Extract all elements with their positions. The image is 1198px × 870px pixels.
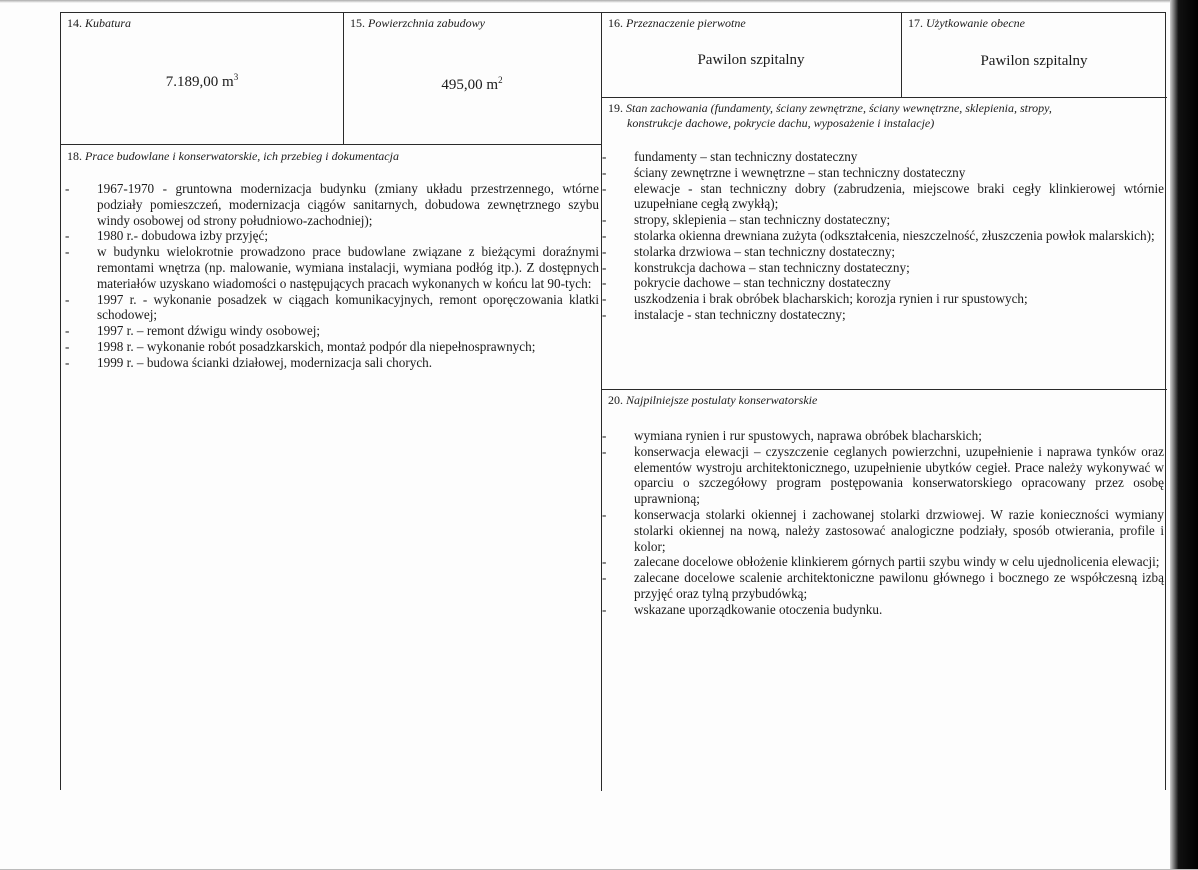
bullet-dash: -: [65, 291, 70, 307]
postulate-item: [602, 554, 1164, 570]
field-19-label: 19. Stan zachowania (fundamenty, ściany zewnętrzne, ściany wewnętrzne, sklepienia, stropy,: [608, 101, 1052, 115]
scan-right-edge: [1170, 0, 1198, 870]
works-item: [65, 291, 599, 324]
postulate-item: [602, 428, 1164, 444]
bullet-dash: -: [65, 228, 70, 244]
bullet-dash: -: [602, 212, 607, 228]
bullet-dash: -: [602, 275, 607, 291]
bullet-dash: -: [602, 570, 607, 586]
postulate-item: [602, 506, 1164, 554]
bullet-dash: -: [602, 227, 607, 243]
condition-item-text: stolarka drzwiowa – stan techniczny dostateczny;: [634, 243, 896, 259]
field-17-label: 17. Użytkowanie obecne: [908, 16, 1025, 30]
works-item: [65, 244, 599, 291]
condition-item: [602, 275, 1164, 291]
bullet-dash: -: [602, 443, 607, 459]
works-item: [65, 354, 599, 371]
works-item-text: 1967-1970 - gruntowna modernizacja budynku (zmiany układu przestrzennego, wtórne podziały pomieszczeń, modernizacja ciągów sanitarnych, dobudowa zewnętrznego szybu windy osobowej od strony południowo-zachodniej);: [97, 181, 599, 228]
bullet-dash: -: [65, 354, 70, 370]
bullet-dash: -: [602, 506, 607, 522]
bullet-dash: -: [602, 180, 607, 196]
condition-item: [602, 243, 1164, 260]
field-17-value: Pawilon szpitalny: [980, 53, 1088, 69]
bullet-dash: -: [65, 181, 70, 196]
works-item-text: 1980 r.- dobudowa izby przyjęć;: [97, 228, 269, 244]
field-16-label: 16. Przeznaczenie pierwotne: [608, 16, 746, 30]
postulate-item-text: konserwacja stolarki okiennej i zachowanej stolarki drzwiowej. W razie konieczności wymiany stolarki okiennej na nową, należy zastosować analogiczne podziały, sposób otwierania, profile i kolor;: [634, 506, 1164, 554]
condition-item-text: elewacje - stan techniczny dobry (zabrudzenia, miejscowe braki cegły klinkierowej wtórnie uzupełniane cegłą zwykłą);: [634, 180, 1164, 212]
condition-item-text: fundamenty – stan techniczny dostateczny: [634, 149, 858, 164]
works-item: [65, 228, 599, 244]
bullet-dash: -: [602, 164, 607, 180]
field-18-label: 18. Prace budowlane i konserwatorskie, ich przebieg i dokumentacja: [67, 149, 399, 163]
condition-item: [602, 291, 1164, 307]
field-19-label-cont: konstrukcje dachowe, pokrycie dachu, wyposażenie i instalacje): [627, 116, 935, 130]
works-item-text: 1998 r. – wykonanie robót posadzkarskich, montaż podpór dla niepełnosprawnych;: [97, 338, 536, 354]
condition-item: [602, 259, 1164, 276]
divider-16-19: [601, 97, 1167, 98]
works-item-text: w budynku wielokrotnie prowadzono prace budowlane związane z bieżącymi doraźnymi remontami wnętrza (np. malowanie, wymiana instalacji, wymiana podłóg itp.). Z dostępnych materiałów uzyskano wiadomości o następujących pracach wykonanych w końcu lat 90-tych:: [97, 244, 599, 291]
works-item: [65, 323, 599, 339]
postulate-item-text: zalecane docelowe obłożenie klinkierem górnych partii szybu windy w celu ujednolicenia elewacji;: [634, 554, 1160, 570]
works-item-text: 1997 r. – remont dźwigu windy osobowej;: [97, 323, 321, 339]
bullet-dash: -: [602, 149, 607, 164]
divider-left-right: [601, 13, 602, 791]
field-15-value: 495,00 $m^2$: [441, 75, 503, 93]
bullet-dash: -: [602, 243, 607, 259]
condition-item: [602, 164, 1164, 181]
bullet-dash: -: [65, 338, 70, 354]
postulate-item: [602, 570, 1164, 602]
condition-item: [602, 212, 1164, 228]
condition-item-text: ściany zewnętrzne i wewnętrzne – stan techniczny dostateczny: [634, 164, 966, 180]
field-20-label: 20. Najpilniejsze postulaty konserwatorskie: [608, 393, 818, 407]
field-14-value: 7.189,00 $m^3$: [165, 72, 239, 90]
condition-item: [602, 306, 1164, 323]
condition-list: [602, 149, 1164, 323]
condition-item: [602, 180, 1164, 213]
postulate-item-text: wymiana rynien i rur spustowych, naprawa obróbek blacharskich;: [634, 428, 982, 443]
form-sheet: [60, 12, 1166, 790]
divider-14-18: [61, 144, 601, 145]
works-item: [65, 181, 599, 228]
works-list: [65, 181, 599, 371]
condition-item: [602, 227, 1164, 244]
bullet-dash: -: [602, 601, 607, 617]
divider-19-20: [601, 389, 1167, 390]
bullet-dash: -: [65, 244, 70, 260]
bullet-dash: -: [602, 259, 607, 275]
postulate-item-text: zalecane docelowe scalenie architektoniczne pawilonu głównego i bocznego ze współczesną izbą przyjęć oraz tylną przybudówką;: [634, 570, 1164, 601]
bullet-dash: -: [65, 323, 70, 339]
scan-top-shadow: [0, 0, 1198, 3]
postulate-item: [602, 443, 1164, 507]
condition-item-text: konstrukcja dachowa – stan techniczny dostateczny;: [634, 259, 910, 275]
works-item-text: 1999 r. – budowa ścianki działowej, modernizacja sali chorych.: [97, 354, 433, 370]
bullet-dash: -: [602, 428, 607, 443]
condition-item-text: instalacje - stan techniczny dostateczny;: [634, 306, 846, 322]
works-item-text: 1997 r. - wykonanie posadzek w ciągach komunikacyjnych, remont oporęczowania klatki schodowej;: [97, 291, 599, 323]
postulate-item: [602, 601, 1164, 618]
postulate-item-text: wskazane uporządkowanie otoczenia budynku.: [634, 601, 883, 617]
bullet-dash: -: [602, 306, 607, 322]
postulates-list: [602, 428, 1164, 618]
postulate-item-text: konserwacja elewacji – czyszczenie ceglanych powierzchni, uzupełnienie i naprawa tynków oraz elementów wystroju architektonicznego, uzupełnienie ubytków cegieł. Prace należy wykonywać w oparciu o szczegółowy program postępowania konserwatorskiego opracowany przez osobę uprawnioną;: [634, 443, 1164, 507]
condition-item-text: stropy, sklepienia – stan techniczny dostateczny;: [634, 212, 891, 228]
condition-item: [602, 149, 1164, 165]
field-16-value: Pawilon szpitalny: [697, 52, 805, 68]
works-item: [65, 338, 599, 355]
bullet-dash: -: [602, 291, 607, 307]
condition-item-text: stolarka okienna drewniana zużyta (odkształcenia, nieszczelność, złuszczenia powłok malarskich);: [634, 227, 1155, 243]
field-15-label: 15. Powierzchnia zabudowy: [350, 16, 485, 30]
bullet-dash: -: [602, 554, 607, 570]
condition-item-text: uszkodzenia i brak obróbek blacharskich; korozja rynien i rur spustowych;: [634, 291, 1028, 307]
condition-item-text: pokrycie dachowe – stan techniczny dostateczny: [634, 275, 891, 291]
field-14-label: 14. Kubatura: [67, 16, 132, 30]
